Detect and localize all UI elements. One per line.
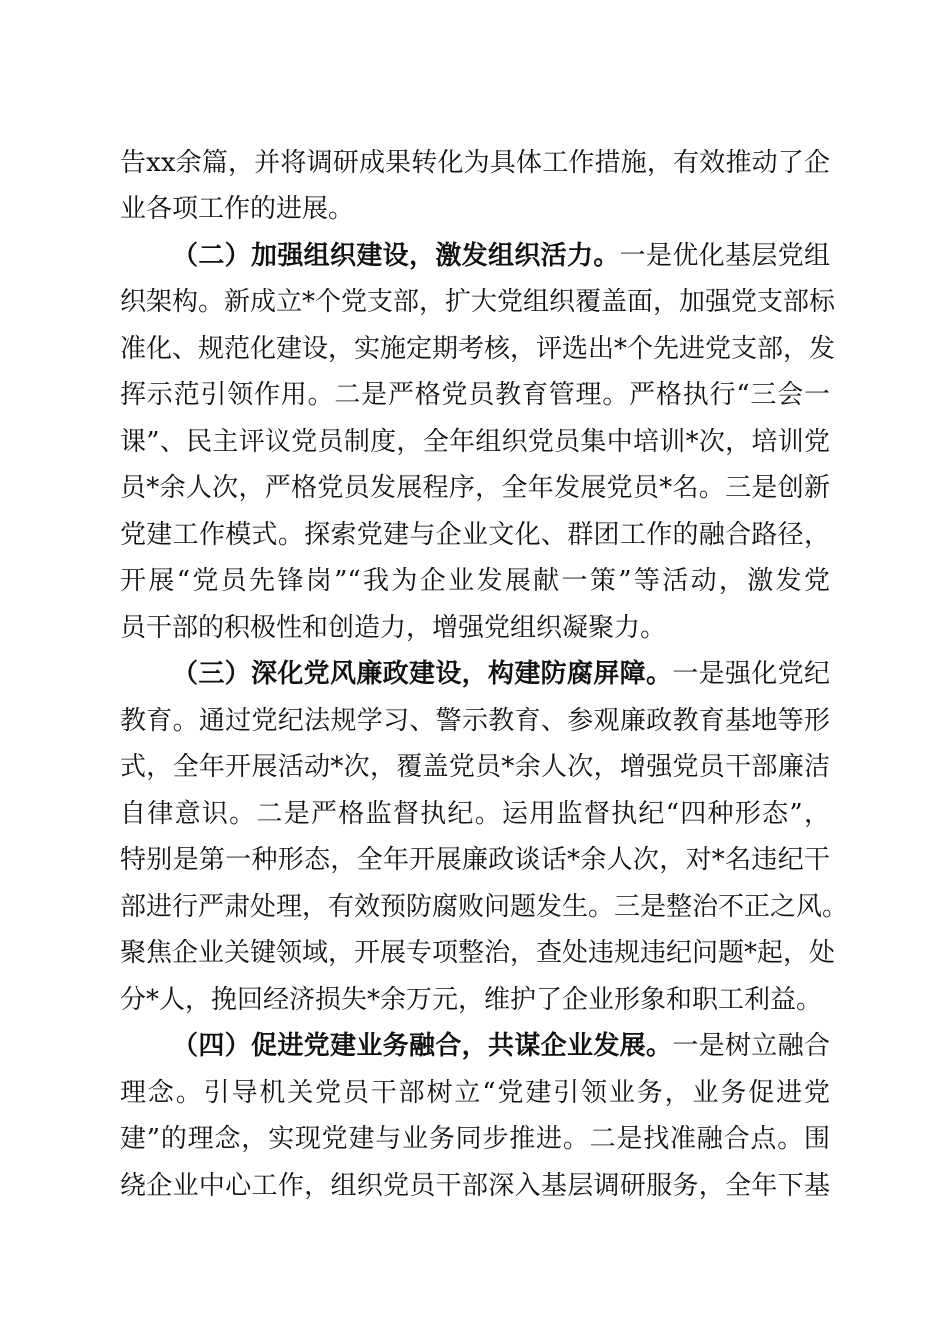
section-heading: （二）加强组织建设，激发组织活力。	[172, 241, 620, 271]
text-line: 党建工作模式。探索党建与企业文化、群团工作的融合路径，	[120, 520, 830, 550]
text-line: 告xx余篇，并将调研成果转化为具体工作措施，有效推动了企	[120, 148, 830, 178]
text-line: 特别是第一种形态，全年开展廉政谈话*余人次，对*名违纪干	[120, 845, 830, 875]
section-heading-line: （四）促进党建业务融合，共谋企业发展。一是树立融合	[172, 1031, 830, 1061]
text-line: 准化、规范化建设，实施定期考核，评选出*个先进党支部，发	[120, 334, 836, 364]
text-line: 员干部的积极性和创造力，增强党组织凝聚力。	[120, 613, 667, 643]
section-heading-line: （三）深化党风廉政建设，构建防腐屏障。一是强化党纪	[172, 659, 830, 689]
text-line: 自律意识。二是严格监督执纪。运用监督执纪“四种形态”，	[120, 799, 830, 829]
section-heading: （四）促进党建业务融合，共谋企业发展。	[172, 1031, 673, 1061]
text-line: 分*人，挽回经济损失*余万元，维护了企业形象和职工利益。	[120, 985, 823, 1015]
text-line: 开展“党员先锋岗”“我为企业发展献一策”等活动，激发党	[120, 566, 830, 596]
text-line: 业各项工作的进展。	[120, 194, 355, 224]
text-line: 部进行严肃处理，有效预防腐败问题发生。三是整治不正之风。	[120, 892, 849, 922]
text-line: 理念。引导机关党员干部树立“党建引领业务，业务促进党	[120, 1078, 830, 1108]
text-line: 教育。通过党纪法规学习、警示教育、参观廉政教育基地等形	[120, 706, 830, 736]
section-heading: （三）深化党风廉政建设，构建防腐屏障。	[172, 659, 673, 689]
text-line: 课”、民主评议党员制度，全年组织党员集中培训*次，培训党	[120, 427, 830, 457]
text-line: 员*余人次，严格党员发展程序，全年发展党员*名。三是创新	[120, 473, 830, 503]
text-line: 织架构。新成立*个党支部，扩大党组织覆盖面，加强党支部标	[120, 287, 836, 317]
text-line: 聚焦企业关键领域，开展专项整治，查处违规违纪问题*起，处	[120, 938, 836, 968]
text-line: 绕企业中心工作，组织党员干部深入基层调研服务，全年下基	[120, 1171, 830, 1201]
text-line: 建”的理念，实现党建与业务同步推进。二是找准融合点。围	[120, 1124, 830, 1154]
section-heading-line: （二）加强组织建设，激发组织活力。一是优化基层党组	[172, 241, 830, 271]
text-line: 挥示范引领作用。二是严格党员教育管理。严格执行“三会一	[120, 380, 830, 410]
text-line: 式，全年开展活动*次，覆盖党员*余人次，增强党员干部廉洁	[120, 752, 830, 782]
